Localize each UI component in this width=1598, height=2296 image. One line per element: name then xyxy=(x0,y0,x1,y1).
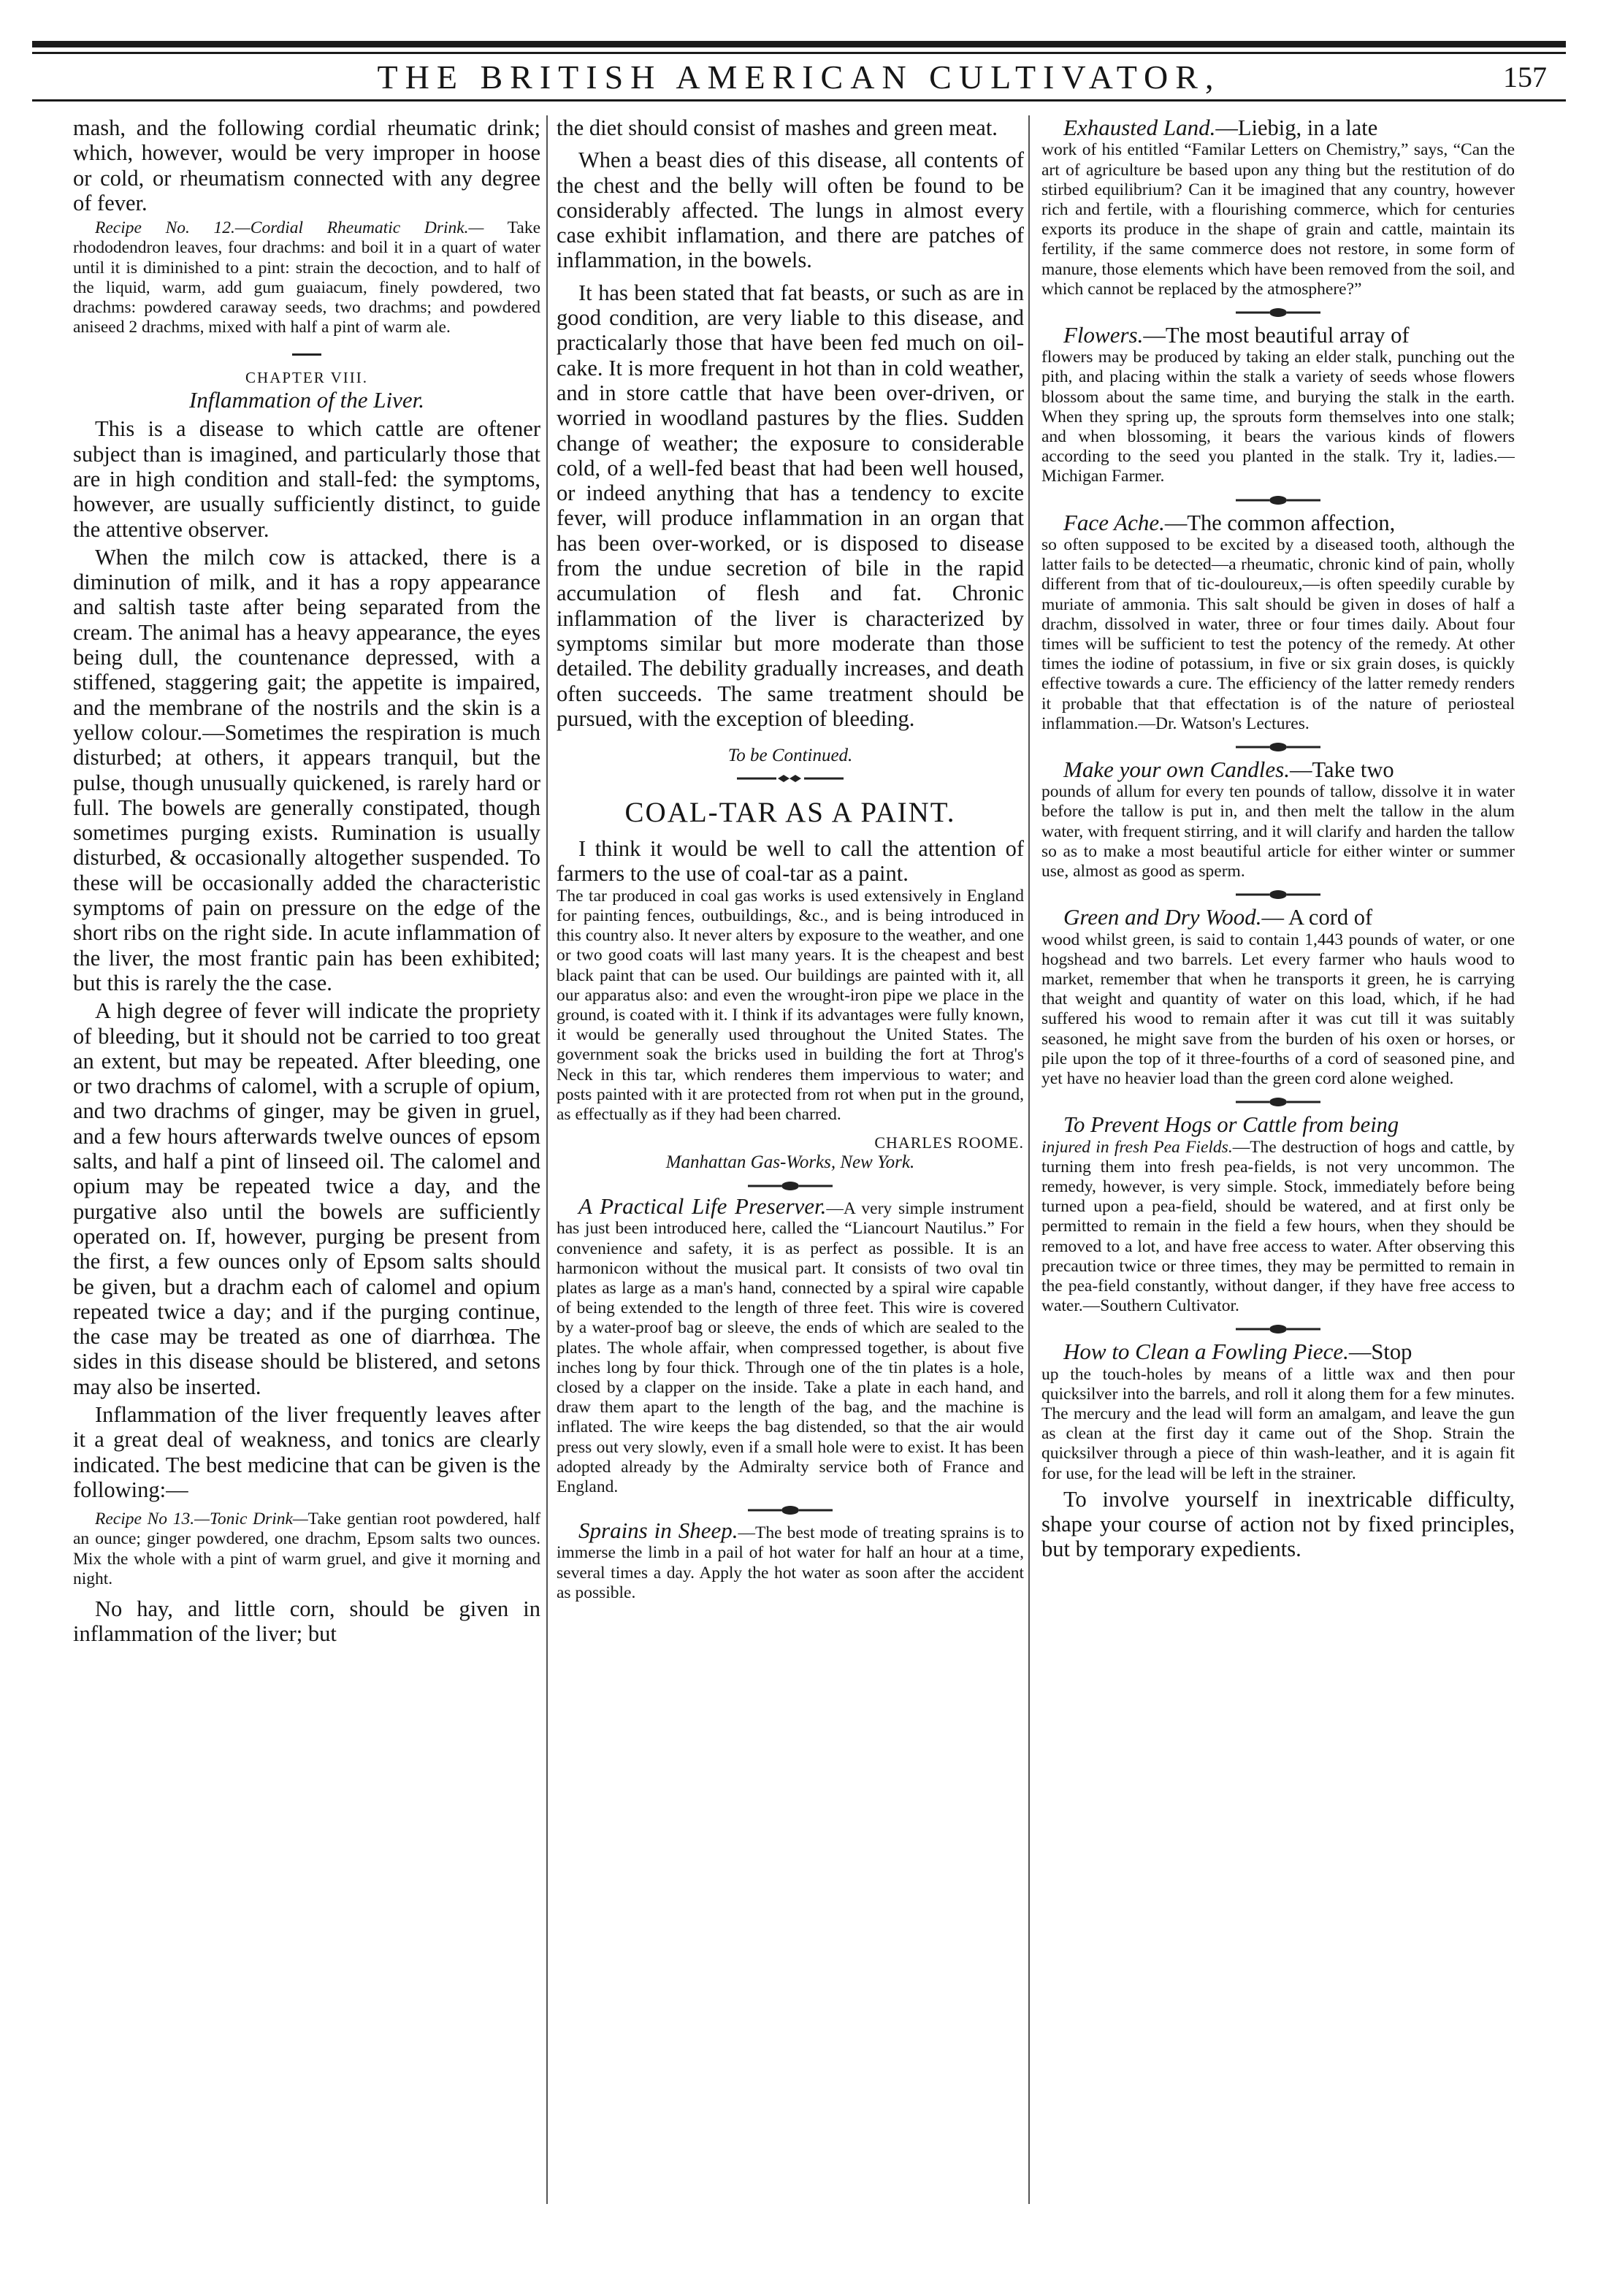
item-title: Exhausted Land. xyxy=(1063,115,1216,140)
item-life-preserver xyxy=(557,1193,1024,1497)
item-fowling-piece xyxy=(1041,1339,1515,1364)
paragraph: When a beast dies of this disease, all contents of the chest and the belly will often be found to be considerably affected. The lungs in almost every case exhibit inflamation, and there are patches of inflammation, in the bowels. xyxy=(557,148,1024,273)
item-lead: —Liebig, in a late xyxy=(1215,115,1378,140)
author-signature: CHARLES ROOME. xyxy=(874,1133,1024,1152)
paragraph: the diet should consist of mashes and green meat. xyxy=(557,115,998,140)
item-candles xyxy=(1041,757,1515,782)
masthead xyxy=(32,58,1566,96)
paragraph: Inflammation of the liver frequently leaves after it a great deal of weakness, and tonics are clearly indicated. The best medicine that can be given is the following:— xyxy=(73,1401,540,1502)
item-title: To Prevent Hogs or Cattle from being xyxy=(1063,1112,1399,1138)
column-left xyxy=(73,115,540,1647)
recipe-title: Recipe No 13.—Tonic Drink— xyxy=(95,1509,308,1529)
item-lead: —The common affection, xyxy=(1164,510,1396,535)
item-title: Green and Dry Wood. xyxy=(1063,904,1262,930)
item-lead: —Take two xyxy=(1289,757,1394,782)
item-green-dry-wood xyxy=(1041,905,1515,930)
ornament-divider-icon xyxy=(746,1180,834,1192)
item-title: A Practical Life Preserver. xyxy=(578,1193,827,1220)
header-rule xyxy=(32,99,1566,102)
item-text: work of his entitled “Familar Letters on Chemistry,” says, “Can the art of agriculture be based upon any thing but the restitution of do stirbed equilibrium? Can it be imagined that any country, however rich and fertile, with a flourishing commerce, which for centuries exports its produce in the shape of grain and cattle, maintain its fertility, if the same commerce does not restore, in some form of manure, those elements which have been removed from the soil, and which cannot be replaced by the atmosphere?” xyxy=(1041,140,1515,299)
item-text: so often supposed to be excited by a diseased tooth, although the latter fails to be detected—a rheumatic, chronic kind of pain, wholly different from that of tic-douloureux,—is often speedily curable by muriate of ammonia. This salt should be given in doses of half a drachm, dissolved in water, three or four times daily. About four times will be sufficient to test the potency of the remedy. At other times the iodine of potassium, in five or six grain doses, is quickly effective towards a cure. The efficiency of the latter remedy renders it probable that that effectation is of the nature of periosteal inflammation.—Dr. Watson's Lectures. xyxy=(1041,535,1515,733)
chapter-number: CHAPTER VIII. xyxy=(245,369,368,387)
item-text: —The destruction of hogs and cattle, by turning them into fresh pea-fields, is not very uncommon. The remedy, however, is very simple. Stock, immediately before being turned upon a pea-field, should be watered, and at first only be permitted to remain in the field a few hours, when they should be removed to a lot, and have free access to water. After observing this precaution twice or three times, they may be permitted to remain in the pea-field constantly, without danger, if they have free access to water.—Southern Cultivator. xyxy=(1041,1137,1515,1316)
ornament-divider-icon xyxy=(1234,889,1322,900)
item-title: How to Clean a Fowling Piece. xyxy=(1063,1339,1349,1365)
paragraph: When the milch cow is attacked, there is a diminution of milk, and it has a ropy appearance and saltish taste after being separated from the cream. The animal has a heavy appearance, the eyes being dull, the countenance depressed, with a stiffened, staggering gait; the appetite is impaired, and the membrane of the nostrils and the skin is a yellow colour.—Sometimes the respiration is much disturbed; at others, it appears tranquil, but the pulse, though unusually quickened, is rarely hard or full. The bowels are generally constipated, though sometimes purging exists. Rumination is usually disturbed, & occasionally altogether suspended. To these will be occasionally added the characteristic symptoms of pain on pressure on the edge of the short ribs on the right side. In acute inflammation of the liver, the most frantic pain has been exhibited; but this is rarely the the case. xyxy=(73,544,540,995)
item-title: Face Ache. xyxy=(1063,509,1165,535)
column-divider xyxy=(546,115,548,2204)
closing-maxim: To involve yourself in inextricable difficulty, shape your course of action not by fixed principles, but by temporary expedients. xyxy=(1041,1486,1515,1562)
ornament-divider-icon xyxy=(1234,1323,1322,1335)
item-prevent-hogs xyxy=(1041,1138,1515,1317)
item-text: pounds of allum for every ten pounds of tallow, dissolve it in water before the tallow is put in, and then melt the tallow in the alum water, with frequent stirring, and it will clarify and harden the tallow so as to make a most beautiful article for either winter or summer use, almost as good as sperm. xyxy=(1041,782,1515,881)
ornament-divider-icon xyxy=(1234,1096,1322,1108)
paragraph: It has been stated that fat beasts, or such as are in good condition, are very liable to this disease, and practicalarly those that have been fed much on oil-cake. It is more frequent in hot than in cold weather, and in store cattle that have been over-driven, or worried in woodland pastures by the flies. Sudden change of weather; the exposure to considerable cold, of a well-fed beast that had been well housed, or indeed anything that has a tendency to excite fever, will produce inflammation in an organ that has been over-worked, or is disposed to disease from the undue secretion of bile in the rapid accumulation of flesh and fat. Chronic inflammation of the liver is characterized by symptoms similar but more moderate than those detailed. The debility gradually increases, and death often succeeds. The same treatment should be pursued, with the exception of bleeding. xyxy=(557,280,1024,731)
author-location: Manhattan Gas-Works, New York. xyxy=(665,1152,915,1173)
item-flowers xyxy=(1041,323,1515,348)
paragraph: The tar produced in coal gas works is used extensively in England for painting fences, outbuildings, &c., and is being introduced in this country also. It never alters by exposure to the weather, and one or two good coats will last many years. It is the cheapest and best black paint that can be used. Our buildings are painted with it, all our apparatus also: and even the wrought-iron pipe we place in the ground, is coated with it. I think if its advantages were fully known, it would be generally used throughout the United States. The government soak the bricks used in building the fort at Throg's Neck in this tar, which renderes them impervious to water; and posts painted with it are protected from rot when put in the ground, as effectually as if they had been charred. xyxy=(557,886,1024,1124)
column-divider xyxy=(1028,115,1030,2204)
paragraph: No hay, and little corn, should be given in inflammation of the liver; but xyxy=(73,1596,540,1647)
item-face-ache xyxy=(1041,510,1515,535)
column-right xyxy=(1041,115,1515,1562)
paragraph: A high degree of fever will indicate the propriety of bleeding, but it should not be carried to too great an extent, but may be repeated. After bleeding, one or two drachms of calomel, with a scruple of opium, and two drachms of ginger, may be given in gruel, and a few hours afterwards twelve ounces of epsom salts, and half a pint of linseed oil. The calomel and opium may be repeated twice a day, and the purgative also until the bowels are sufficiently operated on. If, however, purging be present from the first, a few ounces only of Epsom salts should be given, but a drachm each of calomel and opium repeated twice a day; and if the purging continue, the case may be treated as one of diarrhœa. The sides in this disease should be blistered, and setons may also be inserted. xyxy=(73,998,540,1399)
paragraph: mash, and the following cordial rheumatic drink; which, however, would be very improper in hoose or cold, or rheumatism connected with any degree of fever. xyxy=(73,115,540,215)
item-text: up the touch-holes by means of a little wax and then pour quicksilver into the barrels, and roll it along them for a few minutes. The mercury and the lead will form an amalgam, and leave the gun as clean at the first day it came out of the Shop. Strain the quicksilver through a piece of thin wash-leather, and it is again fit for use, for the lead will be left in the strainer. xyxy=(1041,1364,1515,1483)
top-rule-thick xyxy=(32,41,1566,47)
item-text: wood whilst green, is said to contain 1,443 pounds of water, or one hogshead and two barrels. Let every farmer who hauls wood to market, remember that when he transports it green, he is carrying that weight and quantity of water on this load, which, if he had suffered his wood to remain after it was cut till it was suitably seasoned, he might save from the burden of his oxen or horses, or pile upon the top of it three-fourths of a cord of seasoned pine, and yet have no heavier load than the green cord alone weighed. xyxy=(1041,930,1515,1088)
ornament-divider-icon xyxy=(735,773,845,784)
paragraph: I think it would be well to call the attention of farmers to the use of coal-tar as a paint. xyxy=(557,836,1024,887)
item-lead: —The most beautiful array of xyxy=(1143,322,1410,348)
ornament-divider-icon xyxy=(746,1504,834,1516)
publication-title: THE BRITISH AMERICAN CULTIVATOR, xyxy=(377,58,1221,96)
section-rule xyxy=(292,353,321,356)
recipe-text: Take gentian root powdered, half an ounce; ginger powdered, one drachm, Epsom salts two ounces. Mix the whole with a pint of warm gruel, and give it morning and night. xyxy=(73,1509,540,1588)
item-text: —A very simple instrument has just been introduced here, called the “Liancourt Nautilus.” For convenience and safety, it is as perfect as possible. It is an harmonicon without the musical part. It consists of two oval tin plates as large as a man's hand, connected by a spiral wire capable of being extended to the length of three feet. This wire is covered by a water-proof bag or sleeve, the ends of which are sealed to the plates. The whole affair, when compressed together, is about five inches long by four thick. Through one of the tin plates is a hole, closed by a clapper on the inside. Take a plate in each hand, and draw them apart to the length of the bag, and the machine is inflated. The wire keeps the bag distended, so that the air would press out very slowly, even if a small hole were to exist. It has been adopted already by the Admiralty service both of France and England. xyxy=(557,1199,1024,1496)
column-middle xyxy=(557,115,1024,1603)
ornament-divider-icon xyxy=(1234,494,1322,506)
item-lead: —Stop xyxy=(1348,1339,1412,1365)
item-text: flowers may be produced by taking an elder stalk, punching out the pith, and placing within the stalk a variety of seeds whose flowers blossom about the same time, and burying the stalk in the earth. When they spring up, the sprouts form themselves into one stalk; and when blossoming, it bears the various kinds of flowers according to the seed you planted in the stalk. Try it, ladies.—Michigan Farmer. xyxy=(1041,348,1515,486)
item-exhausted-land xyxy=(1041,115,1515,140)
article-heading: COAL-TAR AS A PAINT. xyxy=(624,797,956,829)
to-be-continued: To be Continued. xyxy=(727,746,853,766)
chapter-title: Inflammation of the Liver. xyxy=(188,387,425,413)
recipe-text: Take rhododendron leaves, four drachms: and boil it in a quart of water until it is diminished to a pint: strain the decoction, and to half of the liquid, warm, add gum guaiacum, finely powdered, two drachms: powdered caraway seeds, two drachms; and powdered aniseed 2 drachms, mixed with half a pint of warm ale. xyxy=(73,218,540,337)
recipe-title: Recipe No. 12.—Cordial Rheumatic Drink.— xyxy=(95,218,484,238)
recipe-13 xyxy=(73,1509,540,1589)
recipe-12 xyxy=(73,218,540,337)
ornament-divider-icon xyxy=(1234,741,1322,753)
item-sprains xyxy=(557,1520,1024,1603)
item-lead: — A cord of xyxy=(1261,905,1373,930)
paragraph: This is a disease to which cattle are oftener subject than is imagined, and particularly those that are in high condition and stall-fed: the symptoms, however, are usually sufficiently distinct, to guide the attentive observer. xyxy=(73,416,540,542)
item-title-cont: injured in fresh Pea Fields. xyxy=(1041,1137,1233,1157)
page-number: 157 xyxy=(1503,61,1547,93)
top-rule-thin xyxy=(32,52,1566,54)
item-title: Sprains in Sheep. xyxy=(578,1518,738,1544)
item-text: —The best mode of treating sprains is to immerse the limb in a pail of hot water for half an hour at a time, several times a day. Apply the hot water as soon after the accident as possible. xyxy=(557,1523,1024,1602)
ornament-divider-icon xyxy=(1234,307,1322,318)
item-title: Make your own Candles. xyxy=(1063,756,1290,782)
item-title: Flowers. xyxy=(1063,321,1144,348)
